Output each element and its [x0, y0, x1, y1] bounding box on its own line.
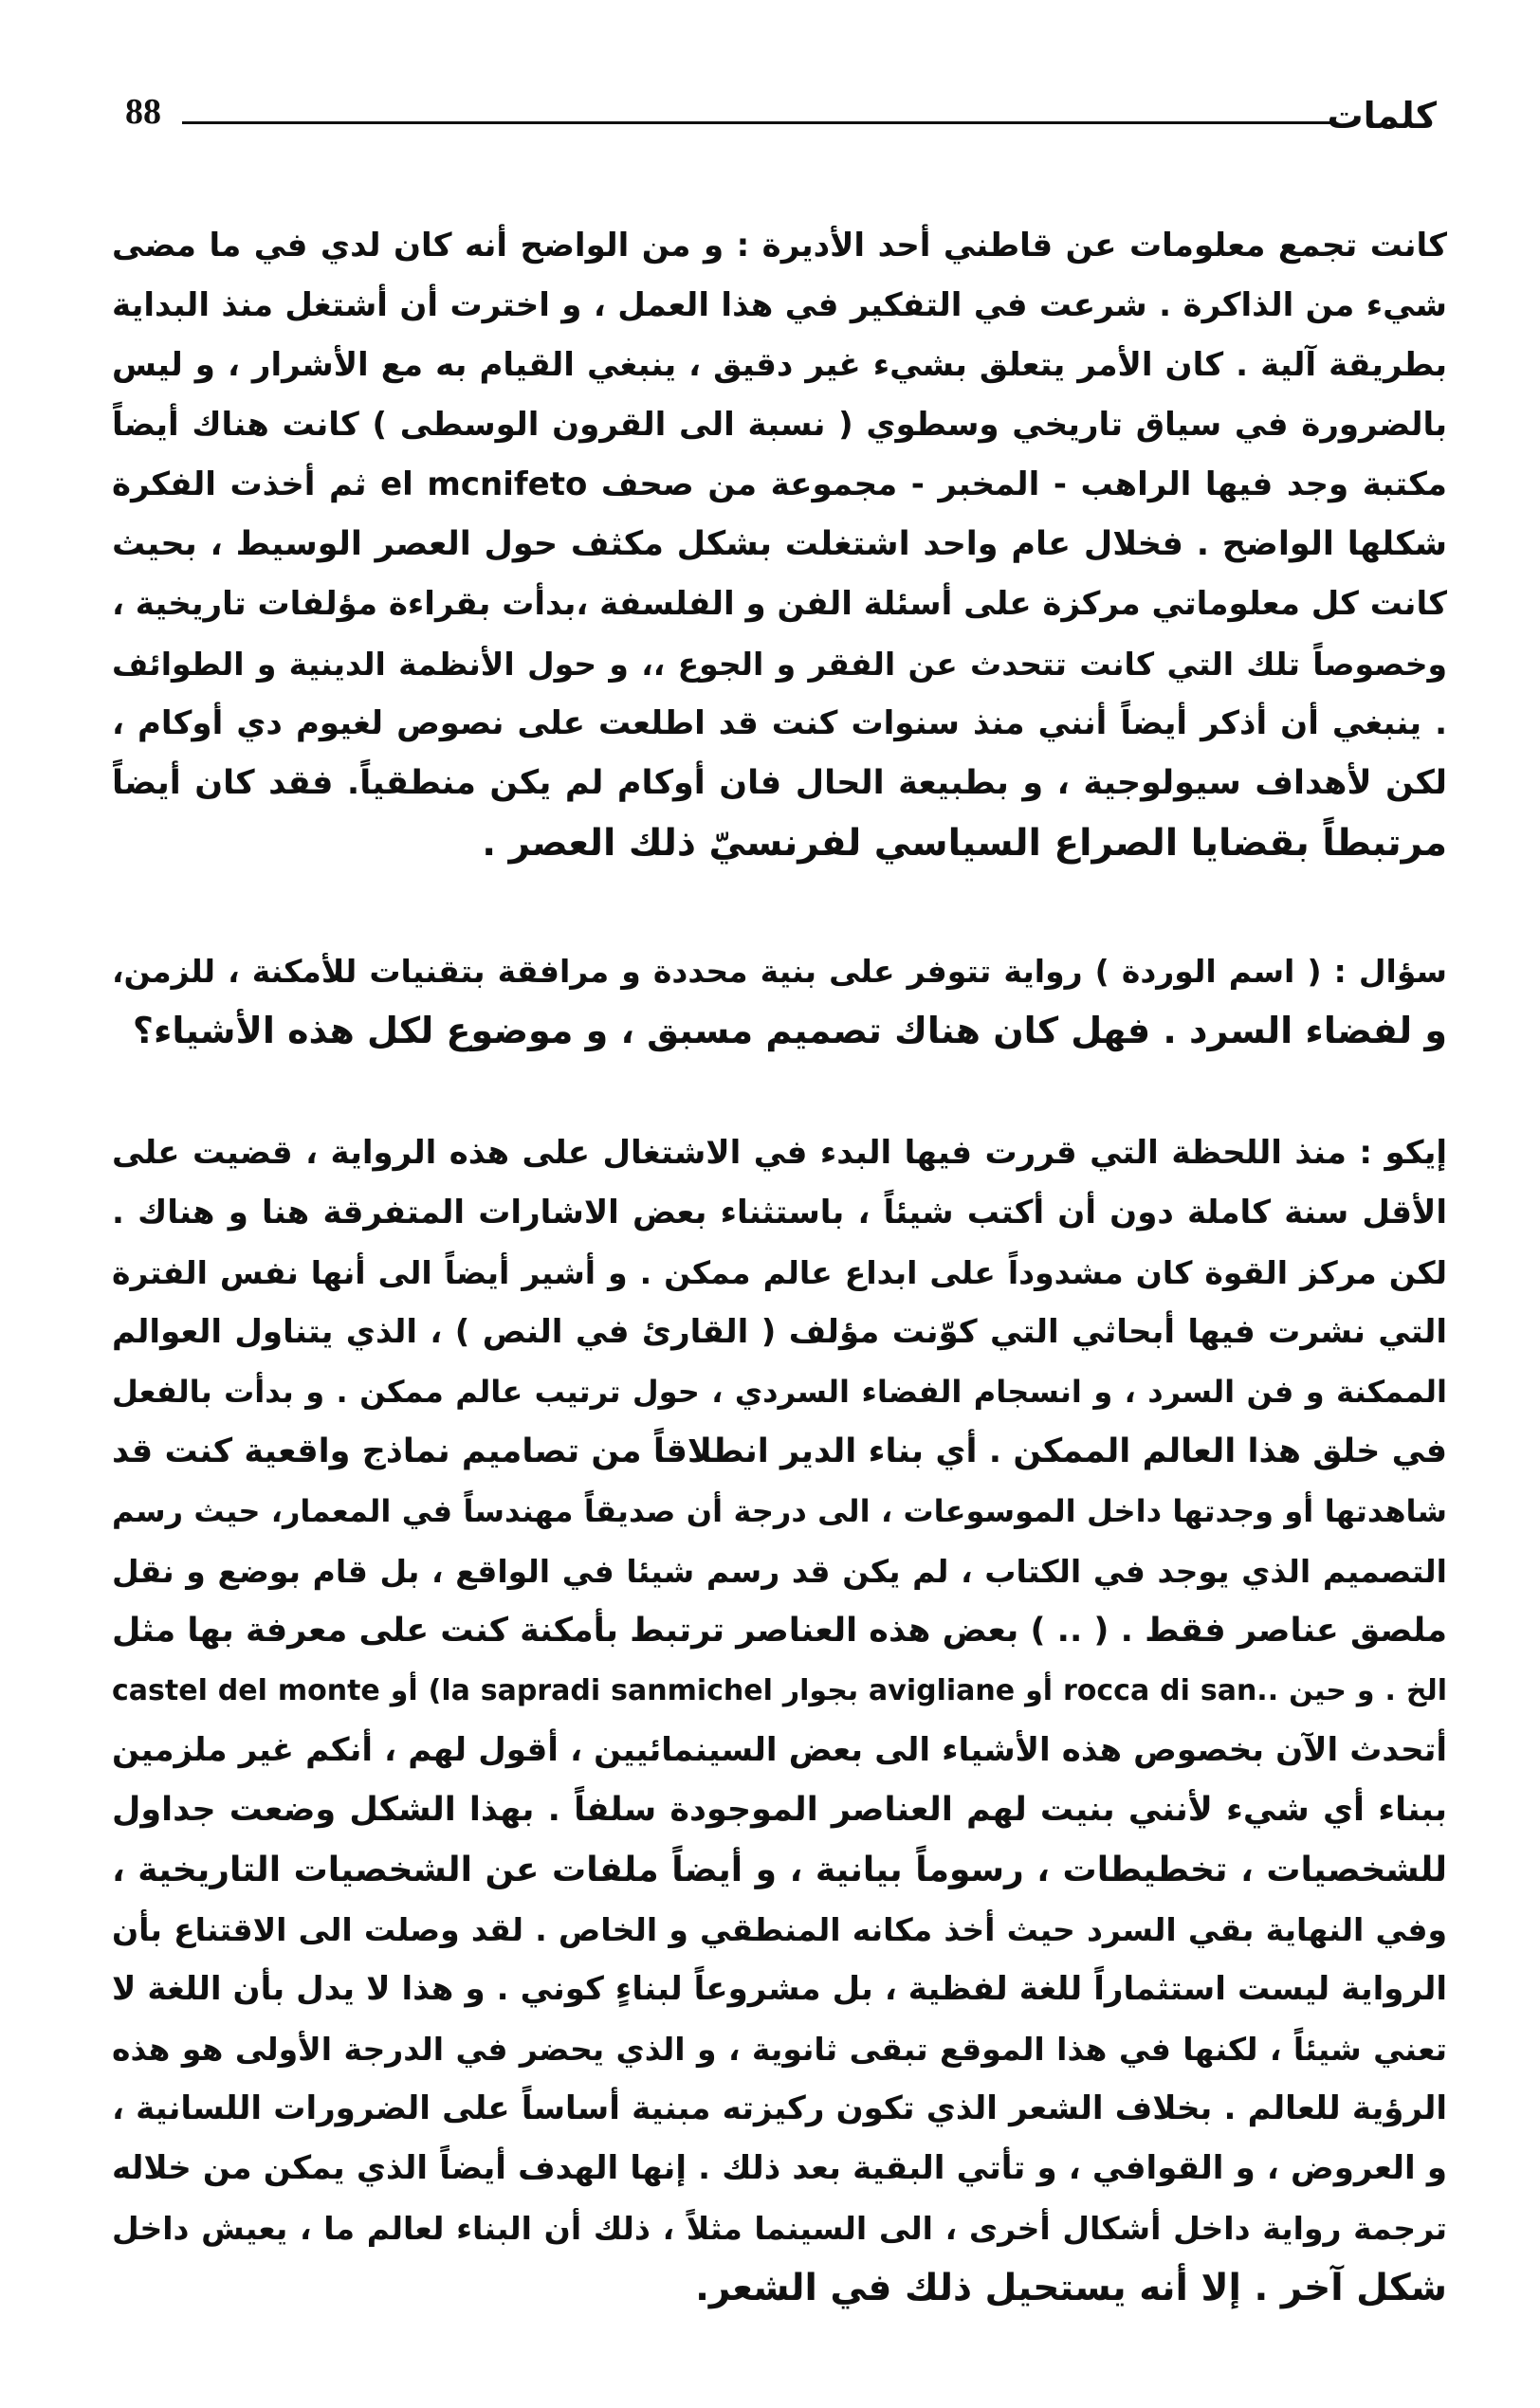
- page-number: 88: [125, 92, 161, 132]
- paragraph-intro: [112, 216, 1447, 873]
- text-line: بالضرورة في سياق تاريخي وسطوي ( نسبة الى القرون الوسطى ) كانت هناك أيضاً: [112, 406, 1447, 444]
- running-title: كلمات: [1327, 95, 1437, 137]
- text-line: التصميم الذي يوجد في الكتاب ، لم يكن قد رسم شيئا في الواقع ، بل قام بوضع و نقل: [112, 1553, 1447, 1590]
- text-line: للشخصيات ، تخطيطات ، رسوماً بيانية ، و أيضاً ملفات عن الشخصيات التاريخية ،: [112, 1851, 1447, 1889]
- text-line: شيء من الذاكرة . شرعت في التفكير في هذا العمل ، و اخترت أن أشتغل منذ البداية: [112, 286, 1447, 324]
- text-line: ببناء أي شيء لأنني بنيت لهم العناصر الموجودة سلفاً . بهذا الشكل وضعت جداول: [112, 1791, 1447, 1829]
- text-line: شاهدتها أو وجدتها داخل الموسوعات ، الى درجة أن صديقاً مهندساً في المعمار، حيث رسم: [112, 1493, 1447, 1529]
- text-line: إيكو : منذ اللحظة التي قررت فيها البدء في الاشتغال على هذه الرواية ، قضيت على: [112, 1134, 1447, 1172]
- text-line: لكن مركز القوة كان مشدوداً على ابداع عالم ممكن . و أشير أيضاً الى أنها نفس الفترة: [112, 1254, 1447, 1291]
- text-line: التي نشرت فيها أبحاثي التي كوّنت مؤلف ( القارئ في النص ) ، الذي يتناول العوالم: [112, 1313, 1447, 1351]
- text-line: كانت تجمع معلومات عن قاطني أحد الأديرة : و من الواضح أنه كان لدي في ما مضى: [112, 227, 1447, 265]
- text-line: الأقل سنة كاملة دون أن أكتب شيئاً ، باستثناء بعض الاشارات المتفرقة هنا و هناك .: [112, 1194, 1447, 1231]
- text-line: سؤال : ( اسم الوردة ) رواية تتوفر على بنية محددة و مرافقة بتقنيات للأمكنة ، للزمن،: [112, 953, 1447, 990]
- text-line: وفي النهاية بقي السرد حيث أخذ مكانه المنطقي و الخاص . لقد وصلت الى الاقتناع بأن: [112, 1911, 1447, 1948]
- text-line: أتحدث الآن بخصوص هذه الأشياء الى بعض السينمائيين ، أقول لهم ، أنكم غير ملزمين: [112, 1731, 1447, 1769]
- text-line: بطريقة آلية . كان الأمر يتعلق بشيء غير دقيق ، ينبغي القيام به مع الأشرار ، و ليس: [112, 346, 1447, 384]
- text-line: وخصوصاً تلك التي كانت تتحدث عن الفقر و الجوع ،، و حول الأنظمة الدينية و الطوائف: [112, 646, 1447, 683]
- text-line: مرتبطاً بقضايا الصراع السياسي لفرنسيّ ذلك العصر .: [482, 822, 1447, 865]
- text-line: شكل آخر . إلا أنه يستحيل ذلك في الشعر.: [695, 2267, 1447, 2309]
- text-line: مكتبة وجد فيها الراهب - المخبر - مجموعة من صحف el mcnifeto ثم أخذت الفكرة: [112, 465, 1447, 503]
- text-line: . ينبغي أن أذكر أيضاً أنني منذ سنوات كنت قد اطلعت على نصوص لغيوم دي أوكام ،: [112, 704, 1447, 742]
- text-line: الرؤية للعالم . بخلاف الشعر الذي تكون ركيزته مبنية أساساً على الضرورات اللسانية ،: [112, 2089, 1447, 2127]
- header-rule: [182, 121, 1334, 124]
- text-line: و العروض ، و القوافي ، و تأتي البقية بعد ذلك . إنها الهدف أيضاً الذي يمكن من خلاله: [112, 2149, 1447, 2187]
- running-header: [114, 87, 1437, 144]
- text-line: في خلق هذا العالم الممكن . أي بناء الدير انطلاقاً من تصاميم نماذج واقعية كنت قد: [112, 1432, 1447, 1470]
- text-line: الممكنة و فن السرد ، و انسجام الفضاء السردي ، حول ترتيب عالم ممكن . و بدأت بالفعل: [112, 1374, 1447, 1410]
- paragraph-question: [112, 941, 1447, 1061]
- body-text: [112, 216, 1447, 2318]
- text-line: الرواية ليست استثماراً للغة لفظية ، بل مشروعاً لبناءٍ كوني . و هذا لا يدل بأن اللغة لا: [112, 1970, 1447, 2008]
- text-line: كانت كل معلوماتي مركزة على أسئلة الفن و الفلسفة ،بدأت بقراءة مؤلفات تاريخية ،: [112, 585, 1447, 623]
- paragraph-answer: [112, 1123, 1447, 2318]
- text-line: ترجمة رواية داخل أشكال أخرى ، الى السينما مثلاً ، ذلك أن البناء لعالم ما ، يعيش داخل: [112, 2210, 1447, 2247]
- text-line: ملصق عناصر فقط . ( .. ) بعض هذه العناصر ترتبط بأمكنة كنت على معرفة بها مثل: [112, 1612, 1447, 1650]
- text-line: شكلها الواضح . فخلال عام واحد اشتغلت بشكل مكثف حول العصر الوسيط ، بحيث: [112, 525, 1447, 563]
- text-line: castel del monte أو (la sapradi sanmichel بجوار avigliane أو rocca di san.. الخ . و حين: [112, 1674, 1447, 1707]
- text-line: لكن لأهداف سيولوجية ، و بطبيعة الحال فان أوكام لم يكن منطقياً. فقد كان أيضاً: [112, 764, 1447, 802]
- text-line: و لفضاء السرد . فهل كان هناك تصميم مسبق ، و موضوع لكل هذه الأشياء؟: [132, 1010, 1447, 1051]
- text-line: تعني شيئاً ، لكنها في هذا الموقع تبقى ثانوية ، و الذي يحضر في الدرجة الأولى هو هذه: [112, 2031, 1447, 2068]
